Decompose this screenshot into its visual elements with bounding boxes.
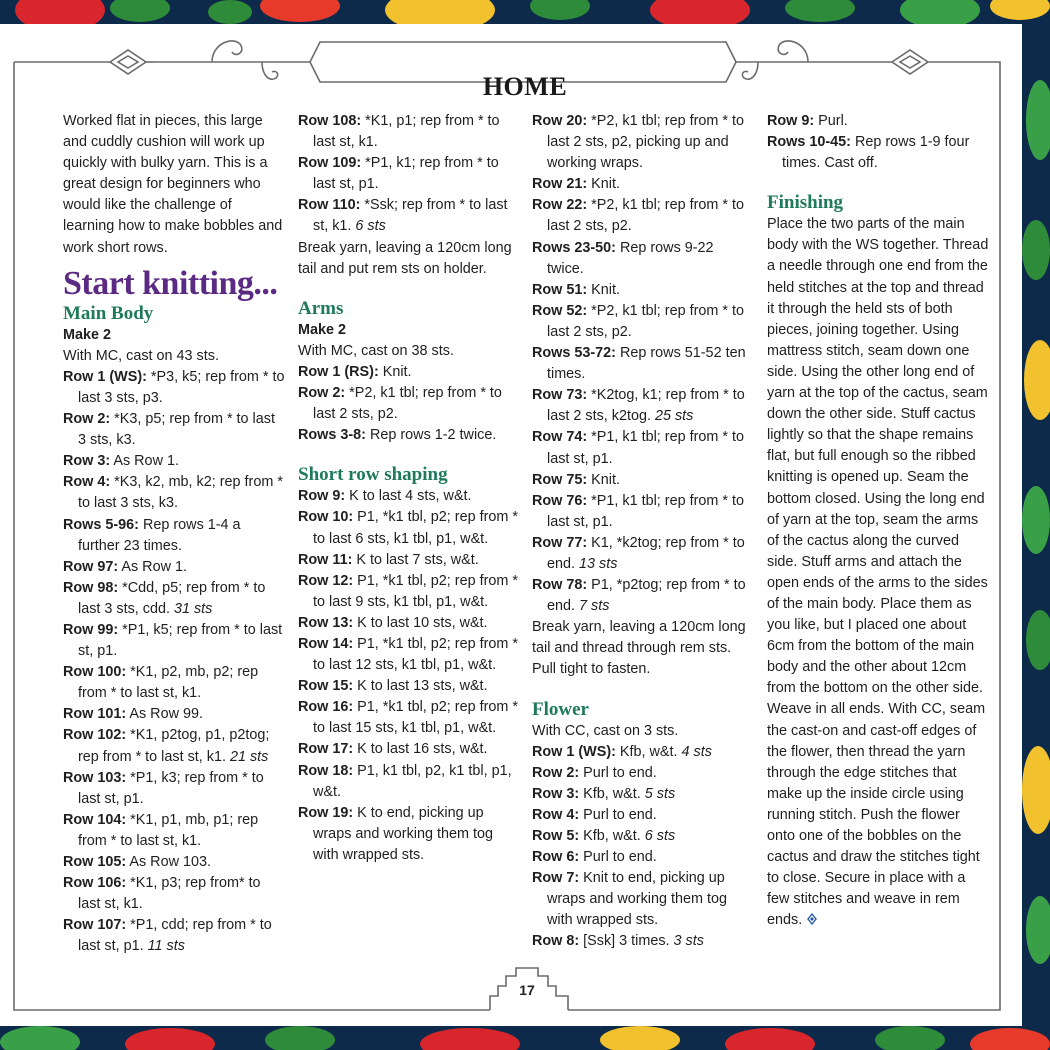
pattern-row (63, 852, 285, 873)
row-instruction: P1, k1 tbl, p2, k1 tbl, p1, w&t. (313, 762, 512, 800)
row-instruction: Kfb, w&t. (579, 785, 645, 802)
pattern-row (532, 575, 754, 617)
pattern-row (532, 195, 754, 237)
row-instruction: [Ssk] 3 times. (579, 933, 674, 950)
end-mark-icon (806, 913, 818, 925)
row-instruction: Rep rows 1-2 twice. (365, 427, 497, 444)
row-instruction: K to last 10 sts, w&t. (353, 614, 488, 631)
row-instruction: Knit. (378, 363, 412, 380)
row-instruction: Rep rows 51-52 ten times. (547, 345, 746, 383)
stitch-count: 7 sts (579, 598, 610, 615)
pattern-row (298, 550, 520, 571)
row-instruction: *P2, k1 tbl; rep from * to last 2 sts, p2, picking up and working wraps. (547, 113, 744, 172)
row-instruction: *P1, k1 tbl; rep from * to last st, p1. (547, 429, 744, 467)
row-label: Row 16: (298, 699, 354, 716)
stitch-count: 21 sts (229, 748, 269, 765)
finishing-heading: Finishing (767, 192, 844, 214)
pattern-row (532, 847, 754, 868)
row-instruction: Knit to end, picking up wraps and working them tog with wrapped sts. (547, 870, 727, 929)
stitch-count: 31 sts (173, 600, 213, 617)
pattern-row (532, 343, 754, 385)
column-1 (63, 111, 285, 957)
pattern-row (767, 132, 991, 174)
row-instruction: As Row 103. (126, 854, 211, 870)
row-instruction: As Row 99. (126, 706, 203, 723)
pattern-row (298, 803, 520, 866)
finishing-body: Place the two parts of the main body with the WS together. Thread a needle through one end from the held stitches at the top and thread it through the held sts of both pieces, joining together. Using mattress stitch, seam down one side. Using the other long end of yarn at the top of the cactus, seam down the other side. Stuff cactus lightly so that the shape remains flat, but full enough so the ribbed knitting is opened up. Seam the bottom closed. Using the long end of yarn at the top, seam the arms of the cactus along the curved side. Stuff arms and attach the open ends of the arms to the sides of the main body. Place them as you like, but I placed one about 6cm from the bottom of the main body and the other about 12cm from the bottom on the other side. Weave in all ends. With CC, seam the cast-on and cast-off edges of the flower, then thread the yarn through the edge stitches that make up the inside circle using running stitch. Push the flower onto one of the bobbles on the cactus and draw the stitches tight to close. Secure in place with a few stitches and weave in rem ends. (767, 216, 989, 929)
row-label: Row 18: (298, 762, 354, 779)
row-label: Row 100: (63, 664, 127, 681)
row-instruction: *K3, k2, mb, k2; rep from * to last 3 sts, k3. (78, 474, 283, 512)
row-instruction: P1, *p2tog; rep from * to end. (547, 577, 746, 615)
row-label: Row 110: (298, 197, 361, 214)
pattern-row (532, 111, 754, 174)
pattern-row (63, 409, 285, 451)
row-label: Rows 53-72: (532, 345, 616, 362)
row-instruction: P1, *k1 tbl, p2; rep from * to last 9 sts, k1 tbl, p1, w&t. (313, 572, 518, 610)
pattern-row (63, 367, 285, 409)
row-label: Row 107: (63, 917, 127, 934)
break-yarn-text: Break yarn, leaving a 120cm long tail and put rem sts on holder. (298, 239, 512, 277)
stitch-count: 25 sts (654, 408, 694, 425)
cast-on-line: With MC, cast on 43 sts. (63, 347, 219, 364)
row-instruction: *P1, k1; rep from * to last st, p1. (313, 155, 499, 193)
pattern-row (63, 578, 285, 620)
pattern-row (63, 915, 285, 957)
pattern-row (532, 427, 754, 469)
pattern-row (532, 784, 754, 805)
row-instruction: *P2, k1 tbl; rep from * to last 2 sts, p2. (313, 385, 502, 423)
pattern-row (532, 238, 754, 280)
pattern-row (298, 362, 520, 383)
row-instruction: Purl. (814, 113, 848, 129)
row-label: Row 1 (WS): (63, 368, 147, 385)
column-2 (298, 111, 520, 866)
row-instruction: *P1, cdd; rep from * to last st, p1. (78, 917, 272, 955)
pattern-row (63, 620, 285, 662)
row-instruction: Purl to end. (579, 806, 657, 823)
pattern-row (532, 491, 754, 533)
row-instruction: *P2, k1 tbl; rep from * to last 2 sts, p2. (547, 302, 744, 340)
main-body-rows (63, 367, 285, 958)
row-label: Row 8: (532, 933, 580, 950)
pattern-row (298, 613, 520, 634)
pattern-row (767, 111, 991, 132)
row-label: Row 15: (298, 678, 354, 695)
row-instruction: Knit. (587, 471, 620, 488)
main-body-rows-continued (298, 111, 520, 238)
row-label: Row 3: (532, 785, 580, 802)
pattern-row (532, 868, 754, 931)
pattern-row (298, 425, 520, 446)
row-instruction: P1, *k1 tbl, p2; rep from * to last 15 sts, k1 tbl, p1, w&t. (313, 699, 518, 737)
row-label: Row 105: (63, 854, 127, 870)
page-number: 17 (519, 982, 535, 998)
row-label: Row 103: (63, 769, 127, 786)
pattern-row (532, 931, 754, 952)
row-label: Row 2: (63, 411, 111, 428)
arms-break-yarn-text: Break yarn, leaving a 120cm long tail and thread through rem sts. Pull tight to fasten. (532, 619, 746, 678)
row-instruction: Rep rows 1-9 four times. Cast off. (782, 134, 970, 172)
row-instruction: *P1, k5; rep from * to last st, p1. (78, 621, 283, 660)
row-label: Rows 23-50: (532, 239, 616, 256)
row-instruction: *K2tog, k1; rep from * to last 2 sts, k2tog. (547, 387, 745, 425)
page-title: HOME (482, 72, 568, 101)
pattern-row (298, 507, 520, 549)
arms-heading: Arms (298, 297, 344, 319)
row-label: Row 2: (298, 385, 346, 402)
row-label: Row 9: (767, 113, 815, 129)
row-instruction: *K1, p1, mb, p1; rep from * to last st, k1. (78, 811, 259, 849)
pattern-row (298, 676, 520, 697)
row-label: Row 19: (298, 804, 354, 821)
row-instruction: *K1, p1; rep from * to last st, k1. (313, 113, 500, 151)
pattern-row (63, 451, 285, 472)
pattern-row (532, 742, 754, 763)
pattern-row (63, 472, 285, 514)
stitch-count: 3 sts (673, 933, 704, 950)
row-instruction: As Row 1. (110, 453, 179, 470)
pattern-row (532, 301, 754, 343)
pattern-row (532, 174, 754, 195)
row-instruction: *P1, k1 tbl; rep from * to last st, p1. (547, 492, 744, 530)
finishing-text (767, 214, 991, 931)
arms-rows (298, 362, 520, 446)
row-label: Row 17: (298, 741, 354, 758)
pattern-row (298, 697, 520, 739)
row-label: Row 7: (532, 870, 580, 887)
stitch-count: 6 sts (644, 828, 676, 844)
row-instruction: Purl to end. (579, 764, 657, 781)
row-label: Row 20: (532, 113, 588, 129)
arm-rows-continued (532, 111, 754, 617)
row-label: Row 21: (532, 176, 588, 193)
row-label: Row 104: (63, 811, 127, 828)
pattern-row (532, 805, 754, 826)
start-knitting-heading: Start knitting... (63, 264, 278, 302)
row-label: Row 77: (532, 534, 588, 551)
row-label: Row 109: (298, 155, 362, 172)
row-instruction: Kfb, w&t. (615, 743, 682, 760)
row-label: Row 106: (63, 875, 127, 892)
row-label: Row 98: (63, 579, 119, 596)
row-instruction: Knit. (587, 176, 620, 193)
pattern-row (63, 557, 285, 578)
pattern-row (532, 533, 754, 575)
row-instruction: Purl to end. (579, 849, 657, 866)
row-instruction: *P1, k3; rep from * to last st, p1. (78, 769, 264, 807)
row-instruction: *K3, p5; rep from * to last 3 sts, k3. (78, 411, 275, 449)
row-label: Rows 3-8: (298, 427, 366, 444)
row-instruction: K to last 13 sts, w&t. (353, 678, 488, 695)
pattern-row (532, 470, 754, 491)
row-label: Row 3: (63, 453, 111, 470)
row-label: Row 2: (532, 764, 580, 781)
row-label: Row 4: (532, 806, 580, 823)
pattern-row (532, 385, 754, 427)
row-instruction: Rep rows 9-22 twice. (547, 239, 714, 277)
row-instruction: K to end, picking up wraps and working them tog with wrapped sts. (313, 804, 493, 863)
pattern-row (298, 634, 520, 676)
pattern-row (63, 810, 285, 852)
main-body-heading: Main Body (63, 302, 154, 324)
stitch-count: 6 sts (355, 218, 386, 235)
row-label: Row 10: (298, 509, 354, 526)
row-label: Row 78: (532, 577, 588, 594)
pattern-row (298, 486, 520, 507)
row-instruction: *Ssk; rep from * to last st, k1. (313, 197, 508, 235)
row-label: Row 9: (298, 488, 346, 505)
row-label: Row 102: (63, 727, 127, 744)
row-label: Row 14: (298, 635, 354, 652)
row-label: Row 97: (63, 558, 119, 575)
row-instruction: K to last 4 sts, w&t. (345, 488, 472, 505)
row-label: Row 11: (298, 551, 353, 568)
pattern-row (298, 383, 520, 425)
row-label: Row 13: (298, 614, 354, 631)
row-instruction: P1, *k1 tbl, p2; rep from * to last 12 sts, k1 tbl, p1, w&t. (313, 635, 518, 674)
pattern-row (63, 768, 285, 810)
flower-rows-continued (767, 111, 991, 174)
row-label: Rows 10-45: (767, 134, 851, 151)
row-instruction: As Row 1. (118, 558, 187, 575)
row-label: Row 51: (532, 281, 588, 298)
pattern-row (63, 704, 285, 725)
row-label: Row 75: (532, 471, 588, 488)
pattern-row (63, 515, 285, 557)
row-instruction: Rep rows 1-4 a further 23 times. (78, 516, 241, 554)
row-label: Row 74: (532, 429, 588, 446)
row-label: Row 4: (63, 474, 111, 491)
row-label: Row 101: (63, 706, 127, 723)
pattern-row (298, 153, 520, 195)
pattern-row (298, 195, 520, 237)
row-label: Row 73: (532, 387, 588, 404)
row-label: Row 12: (298, 572, 354, 589)
make-count: Make 2 (63, 326, 111, 343)
intro-paragraph: Worked flat in pieces, this large and cuddly cushion will work up quickly with bulky yarn. This is a great design for beginners who would like the challenge of learning how to make bobbles and work short rows. (63, 113, 283, 256)
flower-cast-on: With CC, cast on 3 sts. (532, 722, 679, 739)
stitch-count: 13 sts (579, 555, 618, 572)
short-row-heading: Short row shaping (298, 464, 448, 486)
flower-heading: Flower (532, 698, 589, 720)
row-label: Row 1 (WS): (532, 743, 616, 760)
pattern-row (63, 873, 285, 915)
row-instruction: K1, *k2tog; rep from * to end. (547, 534, 745, 572)
arms-make-count: Make 2 (298, 321, 346, 338)
pattern-row (532, 826, 754, 847)
column-3 (532, 111, 754, 953)
pattern-row (298, 761, 520, 803)
row-instruction: *P2, k1 tbl; rep from * to last 2 sts, p2. (547, 197, 744, 235)
pattern-row (532, 280, 754, 301)
row-instruction: Kfb, w&t. (579, 828, 645, 844)
pattern-row (298, 739, 520, 760)
short-rows (298, 486, 520, 866)
row-instruction: *K1, p2tog, p1, p2tog; rep from * to last st, k1. (78, 727, 270, 765)
pattern-row (532, 763, 754, 784)
pattern-row (63, 725, 285, 767)
pattern-row (298, 571, 520, 613)
stitch-count: 11 sts (147, 938, 185, 955)
row-instruction: *P3, k5; rep from * to last 3 sts, p3. (78, 368, 285, 406)
row-instruction: *K1, p2, mb, p2; rep from * to last st, k1. (78, 664, 259, 702)
row-instruction: Knit. (587, 281, 620, 298)
stitch-count: 4 sts (681, 743, 712, 760)
row-label: Row 76: (532, 492, 588, 509)
stitch-count: 5 sts (644, 785, 676, 802)
flower-rows (532, 742, 754, 953)
row-label: Row 6: (532, 849, 580, 866)
row-label: Row 5: (532, 828, 580, 844)
row-instruction: *Cdd, p5; rep from * to last 3 sts, cdd. (78, 579, 266, 617)
row-label: Row 22: (532, 197, 588, 214)
row-instruction: K to last 16 sts, w&t. (353, 741, 488, 758)
row-label: Row 99: (63, 621, 119, 638)
pattern-row (63, 662, 285, 704)
row-instruction: K to last 7 sts, w&t. (352, 551, 479, 568)
row-label: Row 108: (298, 113, 362, 129)
row-label: Rows 5-96: (63, 516, 139, 533)
row-instruction: *K1, p3; rep from* to last st, k1. (78, 875, 261, 913)
arms-cast-on: With MC, cast on 38 sts. (298, 342, 454, 359)
row-label: Row 52: (532, 302, 588, 319)
row-label: Row 1 (RS): (298, 363, 379, 380)
column-4 (767, 111, 991, 931)
pattern-row (298, 111, 520, 153)
row-instruction: P1, *k1 tbl, p2; rep from * to last 6 sts, k1 tbl, p1, w&t. (313, 509, 518, 547)
